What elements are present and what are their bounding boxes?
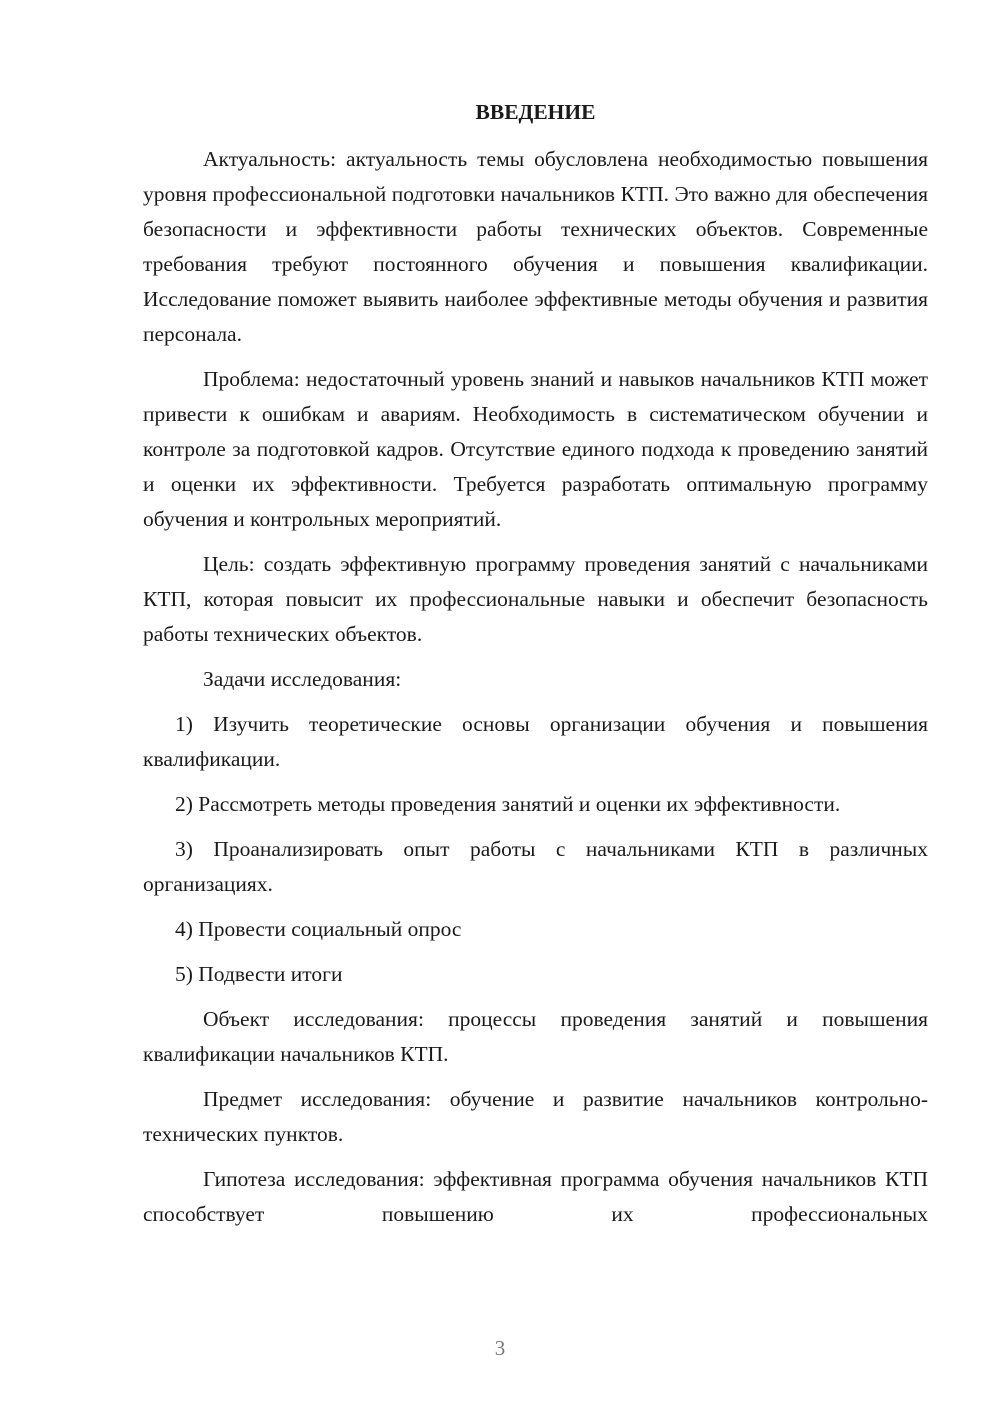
task-item-3: 3) Проанализировать опыт работы с начальниками КТП в различных организациях. xyxy=(143,837,928,896)
paragraph-object: Объект исследования: процессы проведения занятий и повышения квалификации начальников КТП. xyxy=(143,1007,928,1066)
page-number: 3 xyxy=(494,1336,506,1360)
task-item-4: 4) Провести социальный опрос xyxy=(175,917,462,941)
paragraph-tasks-heading: Задачи исследования: xyxy=(203,667,402,691)
paragraph-hypothesis: Гипотеза исследования: эффективная программа обучения начальников КТП способствует повышению их профессиональных xyxy=(143,1167,928,1226)
paragraph-goal: Цель: создать эффективную программу проведения занятий с начальниками КТП, которая повысит их профессиональные навыки и обеспечит безопасность работы технических объектов. xyxy=(143,552,928,646)
section-title: ВВЕДЕНИЕ xyxy=(475,100,596,124)
task-item-1: 1) Изучить теоретические основы организации обучения и повышения квалификации. xyxy=(143,712,928,771)
paragraph-relevance: Актуальность: актуальность темы обусловлена необходимостью повышения уровня профессиональной подготовки начальников КТП. Это важно для обеспечения безопасности и эффективности работы технических объектов. Современные требования требуют постоянного обучения и повышения квалификации. Исследование поможет выявить наиболее эффективные методы обучения и развития персонала. xyxy=(143,147,928,346)
paragraph-subject: Предмет исследования: обучение и развитие начальников контрольно-технических пунктов. xyxy=(143,1087,928,1146)
page-content xyxy=(143,95,928,1242)
task-item-5: 5) Подвести итоги xyxy=(175,962,343,986)
task-item-2: 2) Рассмотреть методы проведения занятий и оценки их эффективности. xyxy=(175,792,841,816)
paragraph-problem: Проблема: недостаточный уровень знаний и навыков начальников КТП может привести к ошибкам и авариям. Необходимость в систематическом обучении и контроле за подготовкой кадров. Отсутствие единого подхода к проведению занятий и оценки их эффективности. Требуется разработать оптимальную программу обучения и контрольных мероприятий. xyxy=(143,367,928,531)
